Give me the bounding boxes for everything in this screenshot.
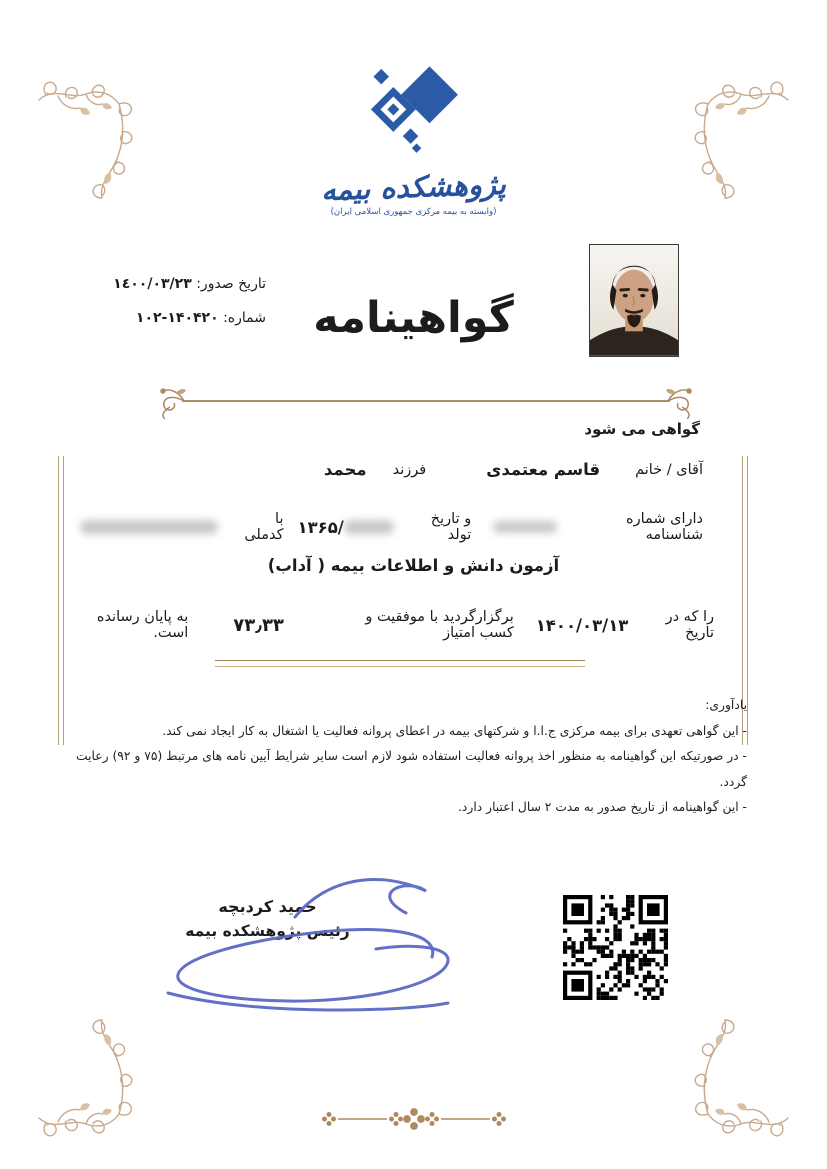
result-lead-text: را که در تاریخ xyxy=(665,609,714,641)
double-rule xyxy=(215,660,585,667)
note-item: - این گواهی تعهدی برای بیمه مرکزی ج.ا.ا و شرکتهای بیمه در اعطای پروانه فعالیت یا اشتغال به کار ایجاد نمی کند. xyxy=(162,723,747,738)
recipient-name: قاسم معتمدی xyxy=(486,460,601,479)
recipient-name-row xyxy=(80,460,742,479)
exam-date-value: ۱۴۰۰/۰۳/۱۳ xyxy=(535,615,629,635)
bottom-center-ornament xyxy=(317,1102,511,1136)
note-item: - این گواهینامه از تاریخ صدور به مدت ۲ سال اعتبار دارد. xyxy=(458,800,747,814)
exam-score-value: ۷۳٫۳۳ xyxy=(233,614,284,636)
father-name: محمد xyxy=(323,460,367,479)
institute-subtitle: (وابسته به بیمه مرکزی جمهوری اسلامی ایران) xyxy=(330,207,497,217)
certify-heading: گواهی می شود xyxy=(584,420,700,438)
serial-number-value: ۱۰۲-۱۴۰۴۲۰ xyxy=(135,310,219,326)
signatory-name: حمید کردبچه xyxy=(218,897,317,916)
note-item: - در صورتیکه این گواهینامه به منظور اخذ پروانه فعالیت استفاده شود لازم است سایر شرایط آیین نامه های مرتبط (۷۵ و ۹۲) رعایت گردد. xyxy=(76,749,747,789)
notes-heading: یادآوری: xyxy=(705,698,747,712)
child-of-label: فرزند xyxy=(392,461,427,478)
redaction-blur-birth-date xyxy=(344,520,394,534)
redaction-blur-national-id xyxy=(80,520,218,534)
redaction-blur-id-number xyxy=(493,521,557,533)
result-tail-text: به پایان رسانده است. xyxy=(96,609,189,641)
salutation-label: آقای / خانم xyxy=(635,461,703,478)
corner-flourish-bottom-left xyxy=(36,1018,136,1148)
exam-name: آزمون دانش و اطلاعات بیمه ( آداب) xyxy=(267,556,560,575)
handwritten-signature-ink xyxy=(110,865,455,1015)
notes-section xyxy=(75,693,747,821)
institute-logo-mark xyxy=(360,56,468,168)
qr-code xyxy=(563,895,668,1000)
ornamental-divider xyxy=(152,383,700,419)
id-number-label: دارای شماره شناسنامه xyxy=(625,511,703,543)
birth-year-value: ۱۳۶۵/ xyxy=(297,517,344,537)
issue-date-label: تاریخ صدور: xyxy=(196,276,266,292)
institute-logo xyxy=(0,56,827,217)
certificate-title: گواهینامه xyxy=(313,293,514,343)
recipient-id-row xyxy=(80,511,742,543)
birth-date-label: و تاریخ تولد xyxy=(430,511,472,543)
side-rule-left xyxy=(58,456,64,745)
exam-result-row xyxy=(80,609,742,641)
serial-number-label: شماره: xyxy=(223,310,266,326)
institute-name: پژوهشکده بیمه xyxy=(320,166,507,208)
national-id-label: با کدملی xyxy=(244,511,284,543)
corner-flourish-bottom-right xyxy=(691,1018,791,1148)
signatory-title: رئیس پژوهشکده بیمه xyxy=(185,922,350,940)
issue-date-value: ١٤٠٠/٠٣/٢٣ xyxy=(113,276,192,292)
result-middle-text: برگزارگردید با موفقیت و کسب امتیاز xyxy=(365,609,514,641)
signature-block xyxy=(110,865,455,1015)
